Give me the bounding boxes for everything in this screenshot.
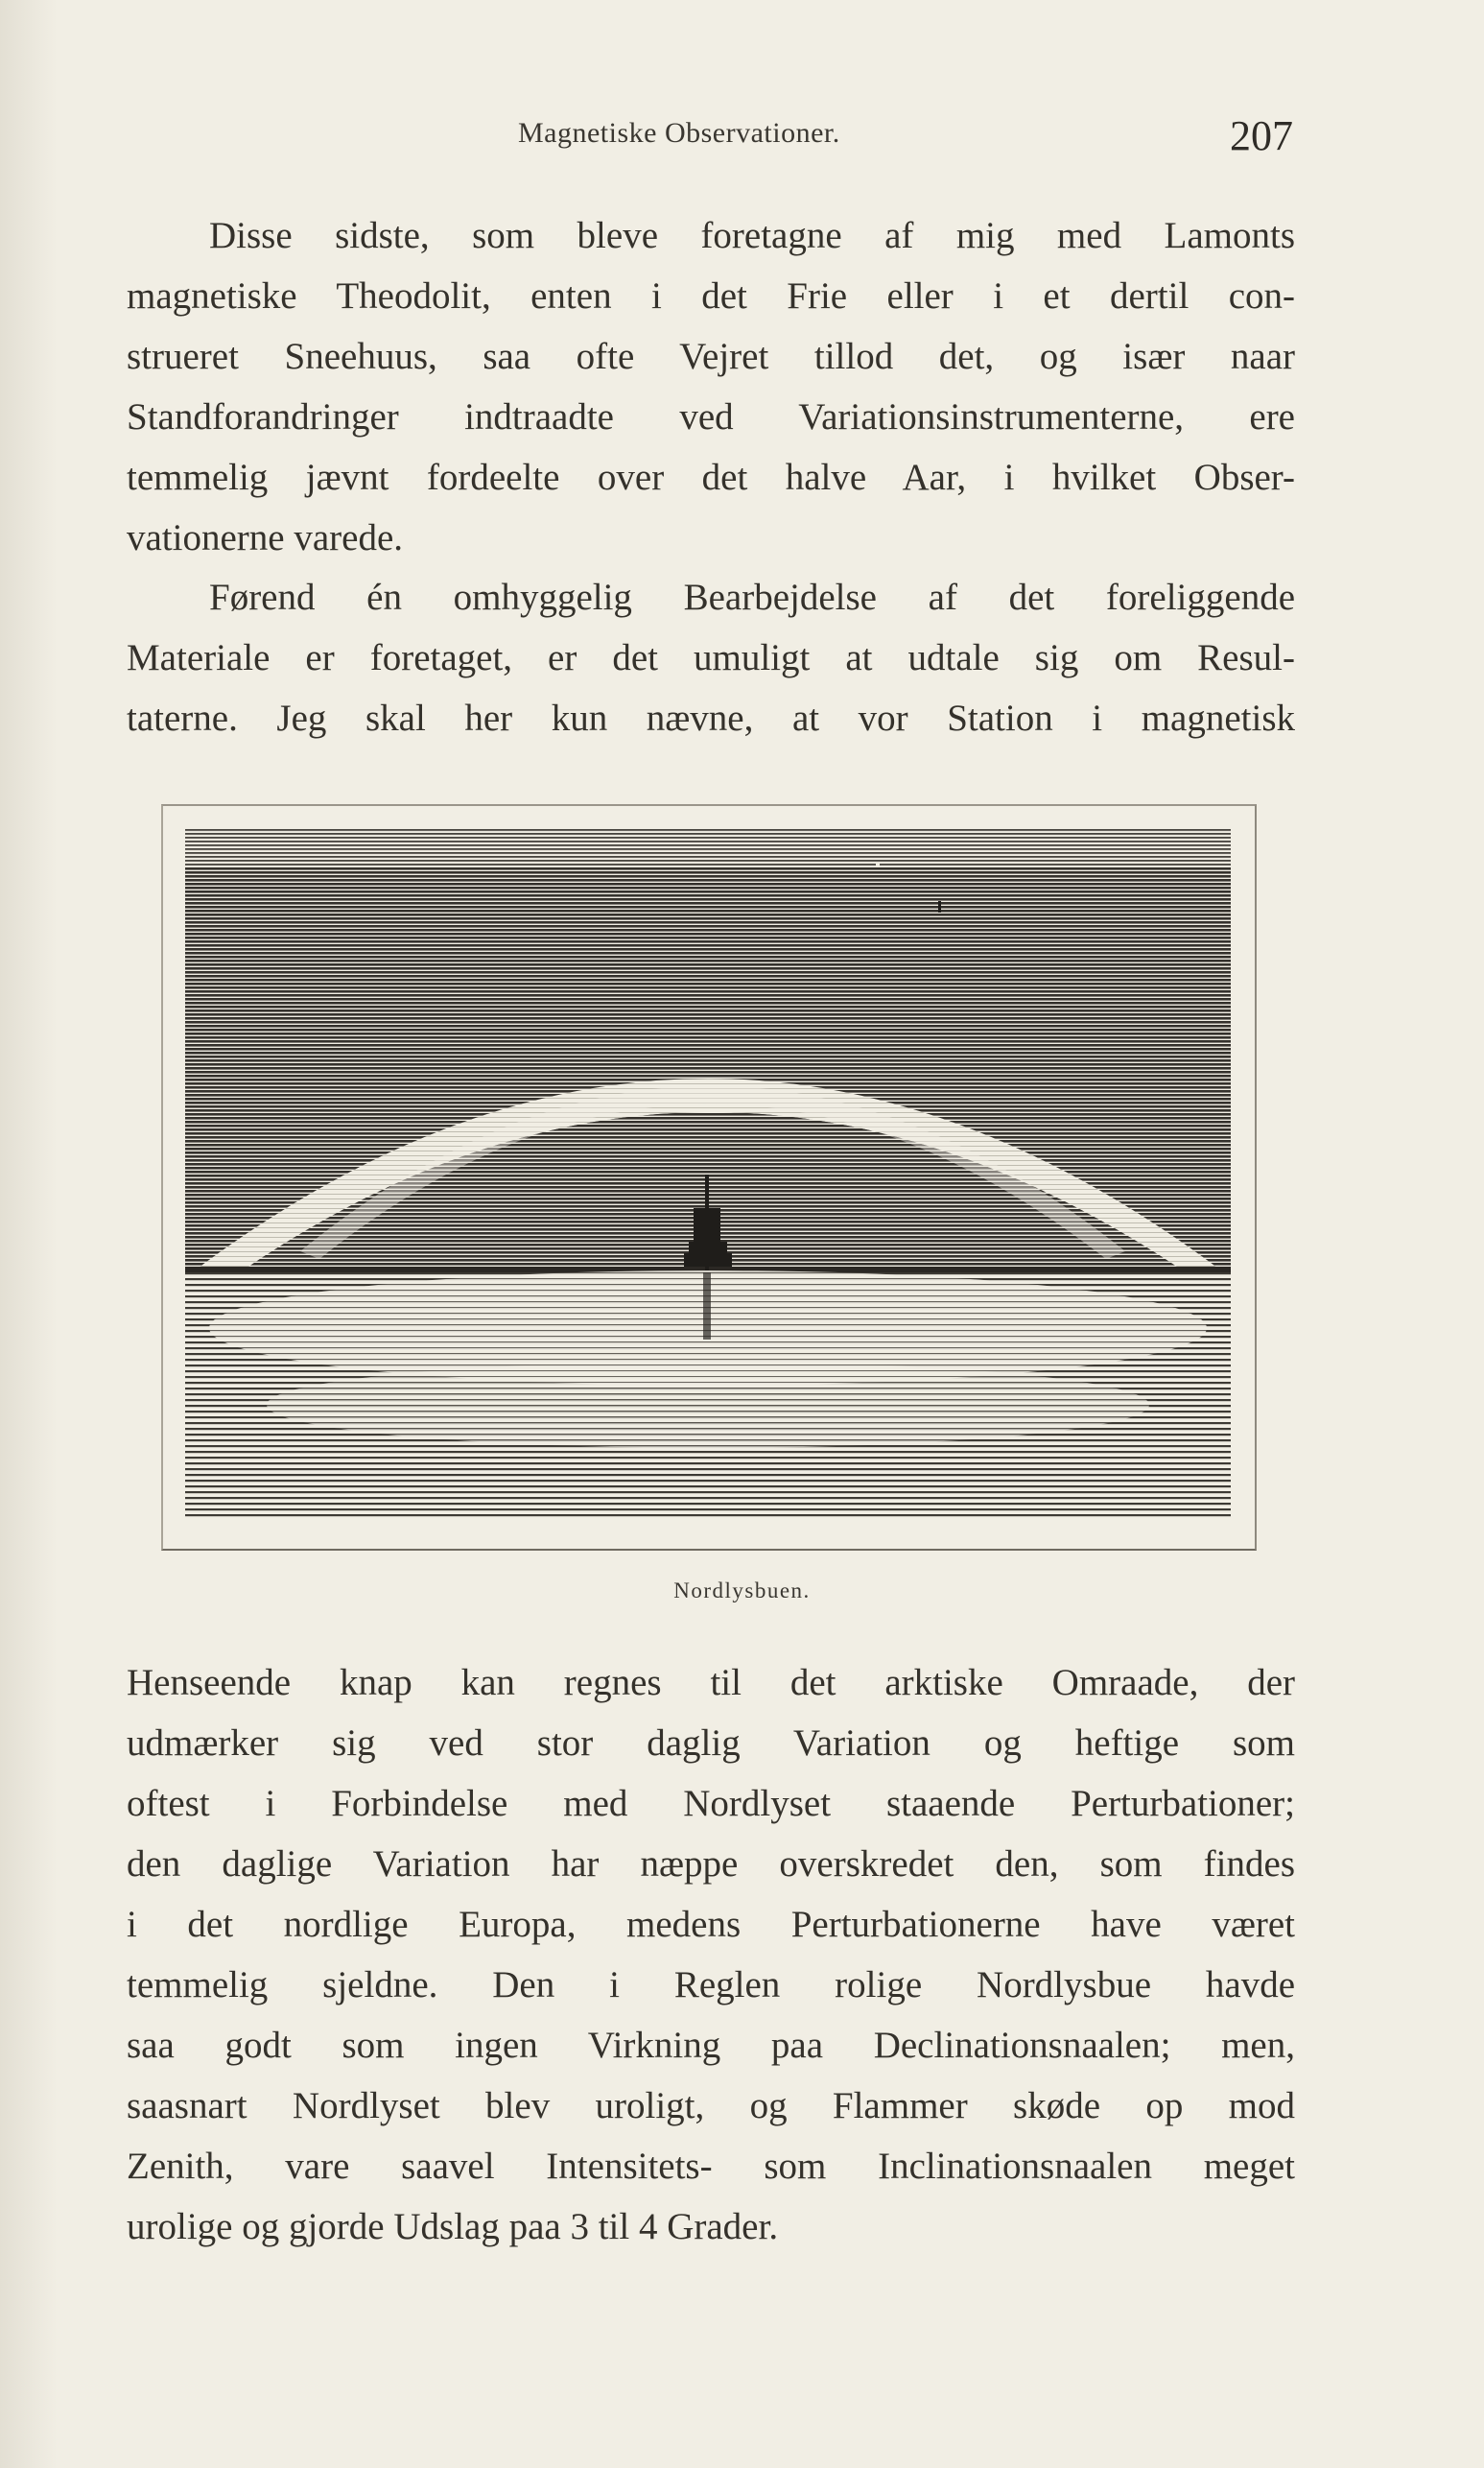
- text-line: saa godt som ingen Virkning paa Declinationsnaalen; men,: [127, 2025, 1295, 2066]
- text-line: den daglige Variation har næppe overskredet den, som findes: [127, 1843, 1295, 1885]
- text-line: saasnart Nordlyset blev uroligt, og Flammer skøde op mod: [127, 2085, 1295, 2126]
- text-line: Materiale er foretaget, er det umuligt at udtale sig om Resul-: [127, 637, 1295, 678]
- running-head-title: Magnetiske Observationer.: [518, 117, 840, 149]
- text-line: Disse sidste, som bleve foretagne af mig med Lamonts: [209, 215, 1295, 256]
- text-line: i det nordlige Europa, medens Perturbationerne have været: [127, 1904, 1295, 1945]
- figure-caption: Nordlysbuen.: [673, 1578, 811, 1602]
- text-line: temmelig jævnt fordeelte over det halve Aar, i hvilket Obser-: [127, 457, 1295, 498]
- page-number: 207: [1230, 112, 1293, 159]
- text-line: Førend én omhyggelig Bearbejdelse af det foreliggende: [209, 577, 1295, 618]
- text-line: oftest i Forbindelse med Nordlyset staaende Perturbationer;: [127, 1783, 1295, 1824]
- text-line: strueret Sneehuus, saa ofte Vejret tillod det, og især naar: [127, 336, 1295, 377]
- paragraph-1: [127, 205, 1295, 568]
- text-line: taterne. Jeg skal her kun nævne, at vor Station i magnetisk: [127, 698, 1295, 739]
- text-line: Zenith, vare saavel Intensitets- som Inclinationsnaalen meget: [127, 2146, 1295, 2187]
- text-line: udmærker sig ved stor daglig Variation og heftige som: [127, 1722, 1295, 1764]
- text-line: Standforandringer indtraadte ved Variationsinstrumenterne, ere: [127, 396, 1295, 438]
- paragraph-3: [127, 1652, 1295, 2257]
- text-line: vationerne varede.: [127, 517, 404, 558]
- text-line: magnetiske Theodolit, enten i det Frie eller i et dertil con-: [127, 275, 1295, 317]
- text-line: urolige og gjorde Udslag paa 3 til 4 Grader.: [127, 2206, 779, 2247]
- text-line: temmelig sjeldne. Den i Reglen rolige Nordlysbue havde: [127, 1964, 1295, 2005]
- aurora-arc-engraving: [185, 829, 1231, 1520]
- text-line: Henseende knap kan regnes til det arktiske Omraade, der: [127, 1662, 1295, 1703]
- paragraph-2: [127, 567, 1295, 748]
